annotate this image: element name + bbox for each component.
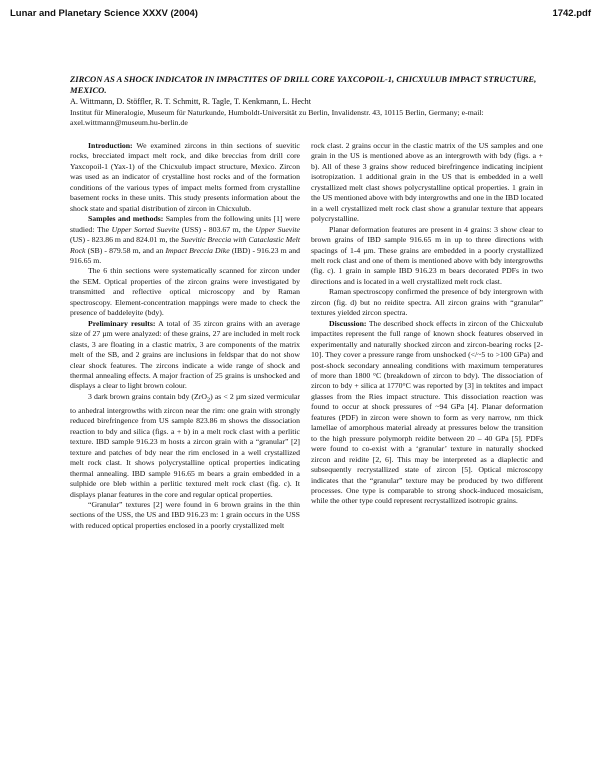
unit-us: Upper Suevite	[255, 224, 300, 234]
intro-heading: Introduction:	[88, 141, 133, 150]
granular-paragraph-continued: rock clast. 2 grains occur in the clastic matrix of the US samples and one grain in the US is mentioned above as an intergrowth with bdy (figs. a + b). All of these 3 grains show reduced birefringence indicating incipient isotropization. 1 additional grain in the US that is embedded in a well crystallized melt clast shows polycrystalline optical properties. 1 grain in the US mentioned above with bdy intergrowths and one in the IBD located in a well crystallized melt rock clast show a granular texture that appears polycrystalline.	[311, 141, 543, 224]
samples-text-4: (SB) - 879.58 m, and an	[85, 245, 166, 255]
unit-uss: Upper Sorted Suevite	[111, 224, 180, 234]
prelim-paragraph	[70, 319, 300, 392]
samples-text-1: Samples from the following units [1] were studied: The	[70, 214, 300, 234]
samples-text-5: (IBD) - 916.23 m and 916.65 m.	[70, 245, 300, 265]
bdy-subscript: 2	[206, 396, 211, 404]
paper-title: ZIRCON AS A SHOCK INDICATOR IN IMPACTITES OF DRILL CORE YAXCOPOIL-1, CHICXULUB IMPACT STRUCTURE, MEXICO.	[70, 74, 537, 95]
affiliation: Institut für Mineralogie, Museum für Naturkunde, Humboldt-Universität zu Berlin, Invalidenstr. 43, 10115 Berlin, Germany; e-mail: axel.wittmann@museum.hu-berlin.de	[70, 108, 484, 128]
prelim-heading: Preliminary results:	[88, 318, 156, 328]
baddeleyite-paragraph	[70, 392, 300, 500]
raman-paragraph: Raman spectroscopy confirmed the presence of bdy intergrown with zircon (fig. d) but no reidite spectra. All zircon grains with “granular” textures yielded zircon spectra.	[311, 287, 543, 318]
author-list: A. Wittmann, D. Stöffler, R. T. Schmitt, R. Tagle, T. Kenkmann, L. Hecht	[70, 97, 312, 106]
intro-text: We examined zircons in thin sections of suevitic rocks, brecciated impact melt rock, and dike breccias from drill core Yaxcopoil-1 (Yax-1) of the Chicxulub impact structure, Mexico. Zircon was used as an indicator of crystalline host rocks and of the formation conditions of the various types of impact melts formed from crystalline basement rocks in these units. This study presents information about the shock state and spatial distribution of zircon in Chicxulub.	[70, 141, 300, 213]
intro-paragraph	[70, 141, 300, 214]
left-column	[70, 141, 300, 531]
journal-header: Lunar and Planetary Science XXXV (2004)	[10, 8, 198, 19]
samples-heading: Samples and methods:	[88, 214, 164, 224]
bdy-text-a: 3 dark brown grains contain bdy (ZrO	[88, 391, 207, 401]
discussion-text: The described shock effects in zircon of the Chicxulub impactites represent the full range of known shock features observed in experimentally and naturally shocked zircon and zircon-bearing rocks [2-10]. They cover a pressure range from unshocked (</~5 to >100 GPa) and post-shock secondary annealing conditions with maximum temperatures of more than 1800 °C (breakdown of zircon to bdy). The dissociation of zircon to bdy + silica at 1770°C was reported by [3] in tektites and impact glasses from the Ries impact structure. This dissociation reaction was found to occur at shock pressures of ~94 GPa [4]. Planar deformation features (PDF) in zircon were shown to form as very narrow, nm thick lamellae of amorphous material already at pressures below the transition to the high pressure polymorph reidite between 20 – 40 GPa [5]. PDFs were found to co-exist with a ‘granular’ texture in naturally shocked zircon and reidite [2, 6]. This may be interpreted as a diaplectic and subsequently recrystallized state of zircon [5]. Optical microscopy indicates that the “granular” texture may be produced by two different processes. One type is comparable to strong shock-induced mosaicism, while the other type could represent recrystallized isotropic grains.	[311, 318, 543, 506]
pdf-features-paragraph: Planar deformation features are present in 4 grains: 3 show clear to brown grains of IBD sample 916.65 m in up to three directions with spacings of 1-4 µm. These grains are embedded in a poorly crystallized melt rock clast and one of them is mentioned above with bdy intergrowths (fig. c). 1 grain in sample IBD 916.23 m bears decorated PDFs in two directions and is located in a well crystallized melt rock clast.	[311, 224, 543, 286]
discussion-heading: Discussion:	[329, 318, 367, 328]
granular-paragraph: “Granular” textures [2] were found in 6 brown grains in the thin sections of the USS, the US and IBD 916.23 m: 1 grain occurs in the USS with reduced optical properties enclosed in a poorly crystallized melt	[70, 499, 300, 530]
unit-sb: Suevitic Breccia with Cataclastic Melt Rock	[70, 235, 300, 255]
samples-text-3: (US) - 823.86 m and 824.01 m, the	[70, 235, 181, 245]
right-column	[311, 141, 543, 507]
samples-paragraph	[70, 214, 300, 266]
bdy-text-b: ) as < 2 µm sized vermicular to anhedral intergrowths with zircon near the rim: one grain with strongly reduced birefringence from US sample 823.86 m shows the dissociation reaction to bdy and silica (figs. a + b) in a melt rock clast with a perlitic texture. IBD sample 916.23 m hosts a zircon grain with a “granular” [2] texture and patches of bdy near the rim enclosed in a well crystallized melt rock clast. It shows polycrystalline optical properties indicating thermal annealing. IBD sample 916.65 m bears a grain embedded in a sulphide ore bleb within a perlitic textured melt rock clast (fig. c). It displays planar features in the core and regular optical properties.	[70, 391, 300, 499]
methods-paragraph: The 6 thin sections were systematically scanned for zircon under the SEM. Optical properties of the zircon grains were investigated by transmitted and reflective optical microscopy and by Raman spectroscopy. Element-concentration mappings were made to check the presence of baddeleyite (bdy).	[70, 266, 300, 318]
discussion-paragraph	[311, 319, 543, 507]
pdf-filename: 1742.pdf	[552, 8, 591, 19]
unit-ibd: Impact Breccia Dike	[165, 245, 230, 255]
samples-text-2: (USS) - 803.67 m, the	[179, 224, 256, 234]
prelim-text: A total of 35 zircon grains with an average size of 27 µm were analyzed: of these grains, 27 are included in melt rock clasts, 3 are floating in a clastic matrix, 3 are components of the matrix melt of the SB, and 2 grains are inclusions in feldspar that do not show clear shock features. The zircons indicate a wide range of shock and thermal annealing effects. A major fraction of 25 grains is unshocked and displays a clear to light brown colour.	[70, 318, 300, 391]
